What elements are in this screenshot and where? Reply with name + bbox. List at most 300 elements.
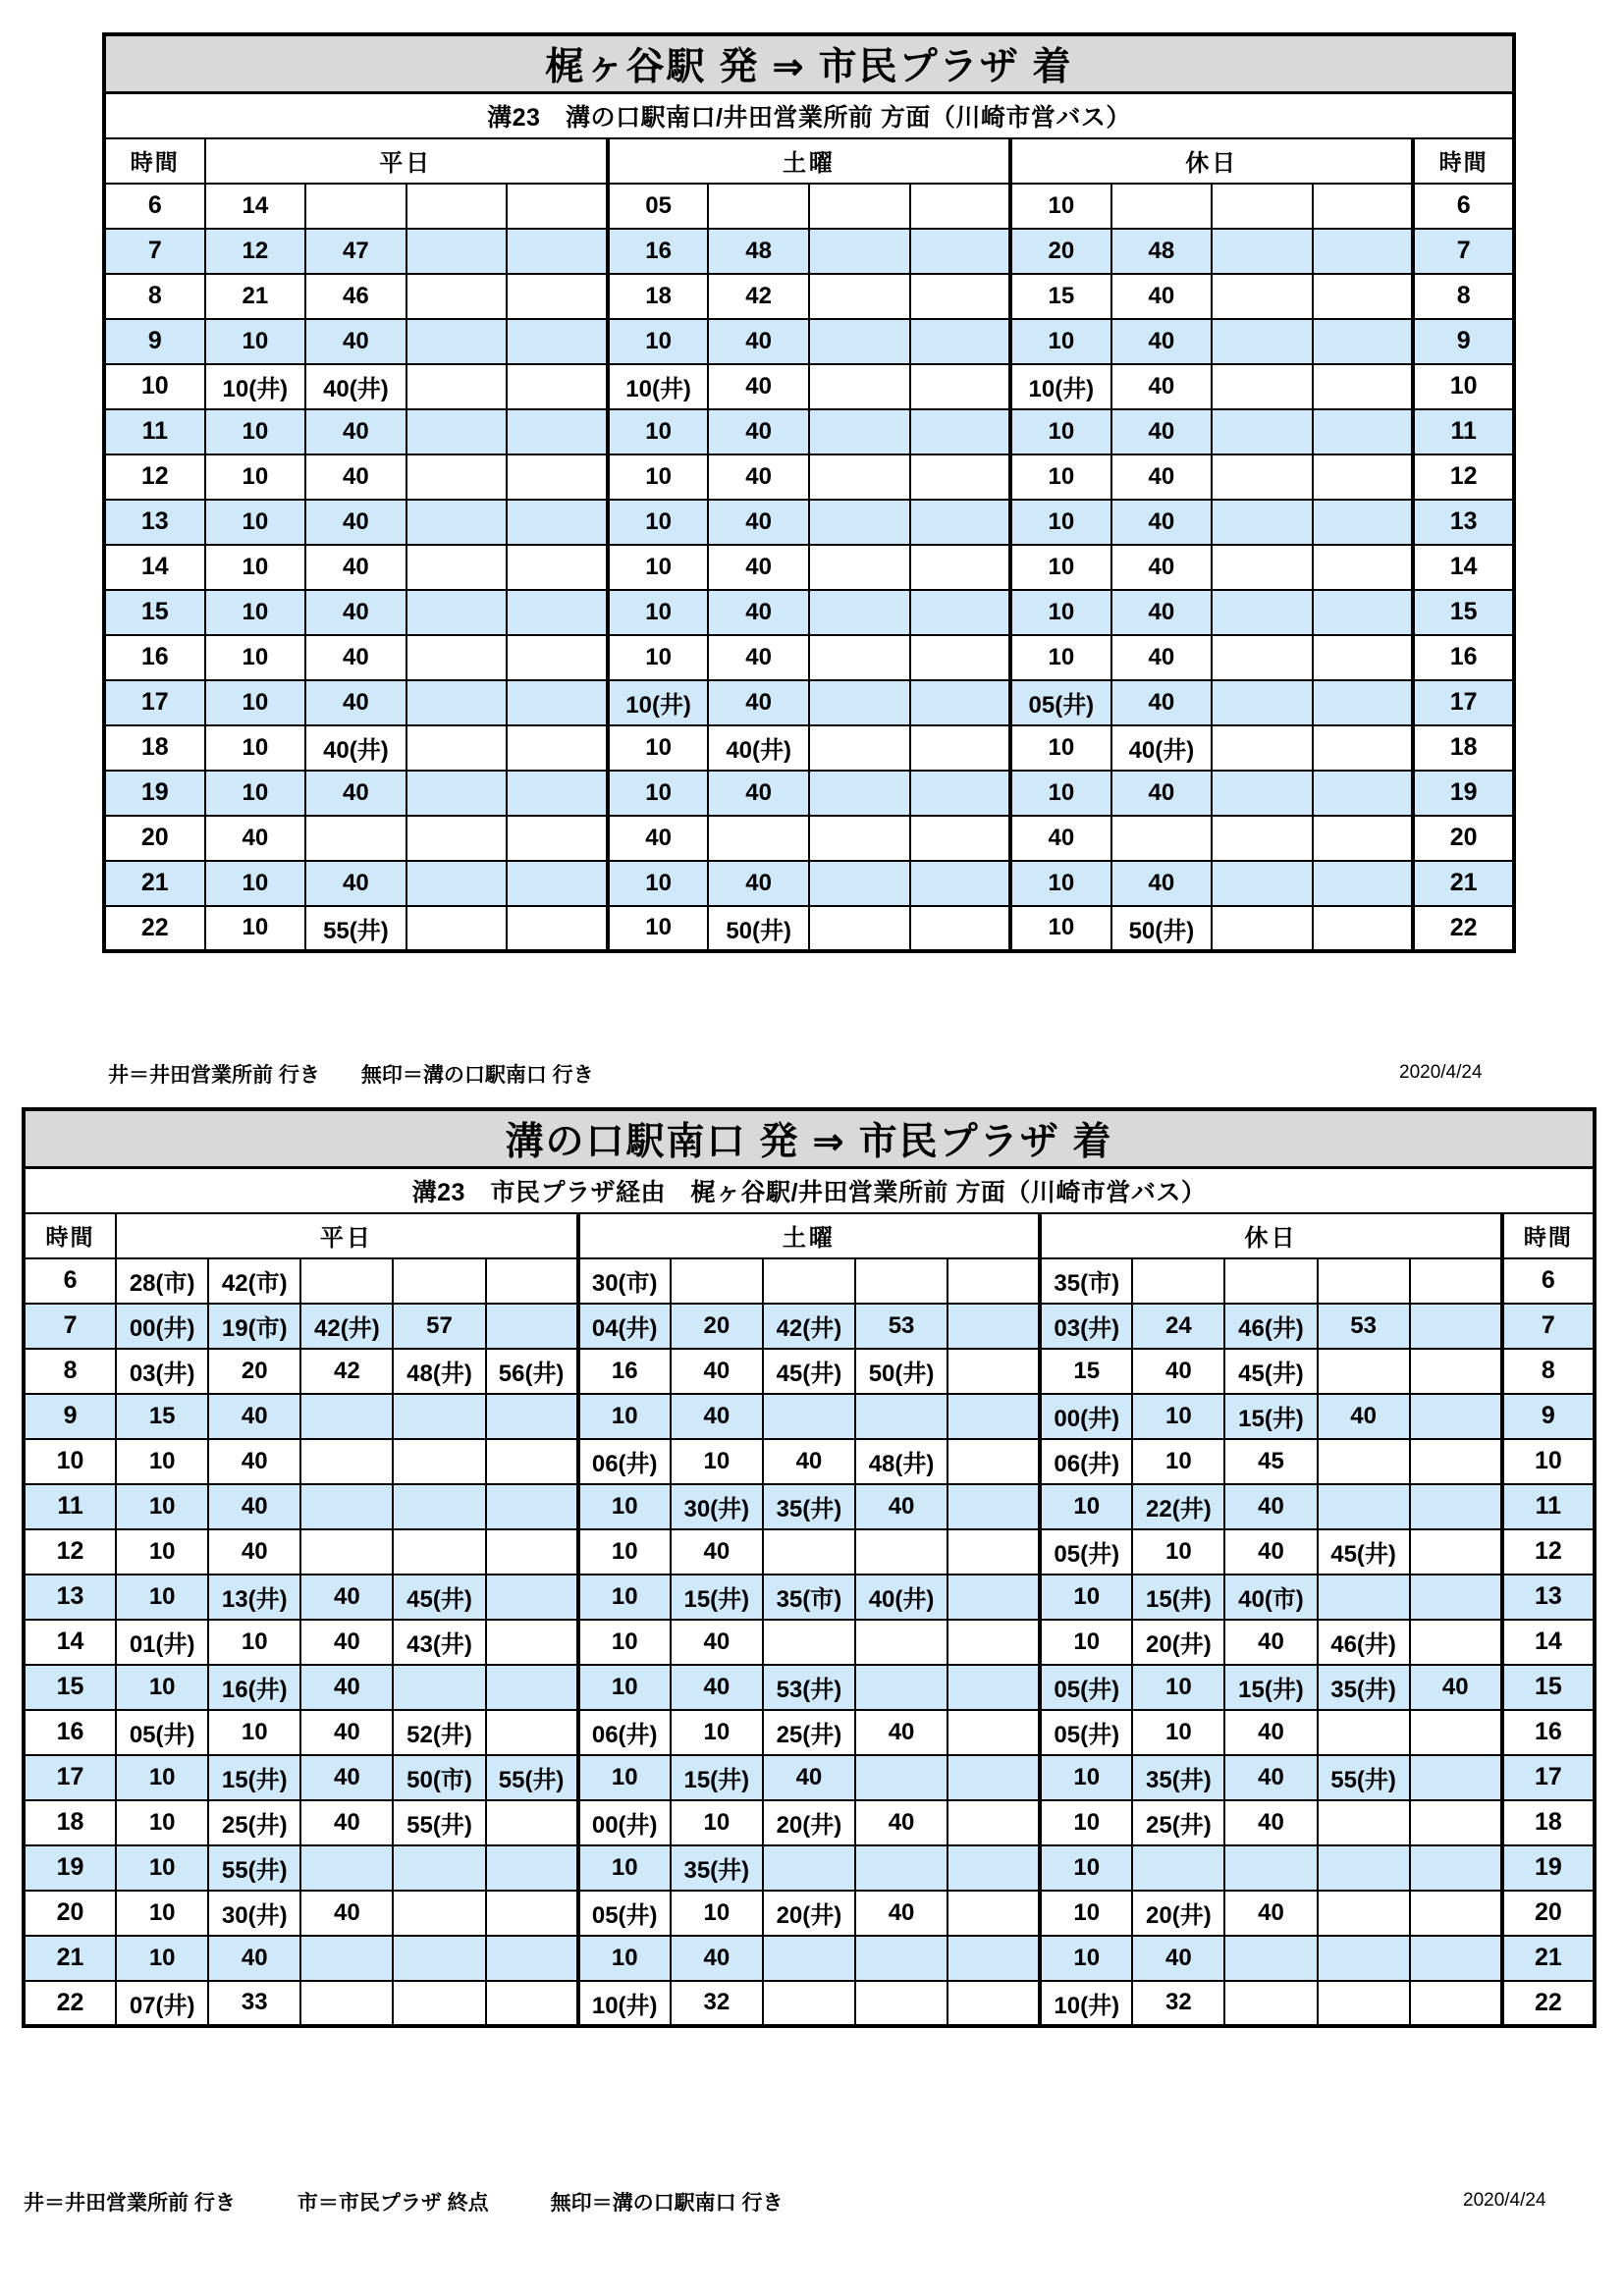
departure-cell-weekday xyxy=(305,816,406,861)
departure-cell-holiday: 10 xyxy=(1010,771,1111,816)
departure-cell-weekday: 14 xyxy=(205,184,306,229)
departure-cell-holiday: 10 xyxy=(1010,184,1111,229)
departure-cell-weekday: 03(井) xyxy=(116,1349,208,1394)
departure-cell-holiday: 40 xyxy=(1224,1529,1317,1575)
departure-cell-holiday: 40 xyxy=(1111,274,1213,319)
departure-cell-holiday: 15(井) xyxy=(1224,1665,1317,1710)
row-hour-left: 9 xyxy=(24,1394,116,1439)
header-day-weekday: 平日 xyxy=(205,138,608,184)
timetable-body-top xyxy=(104,184,1514,951)
departure-cell-holiday: 10 xyxy=(1132,1529,1224,1575)
departure-cell-saturday: 10 xyxy=(578,1529,671,1575)
departure-cell-saturday xyxy=(947,1258,1040,1304)
departure-cell-saturday xyxy=(947,1439,1040,1484)
departure-cell-holiday: 40 xyxy=(1111,861,1213,906)
departure-cell-saturday: 10 xyxy=(578,1484,671,1529)
departure-cell-saturday: 10 xyxy=(608,409,709,454)
departure-cell-weekday xyxy=(406,861,508,906)
departure-cell-holiday xyxy=(1212,364,1313,409)
departure-cell-holiday: 15(井) xyxy=(1224,1394,1317,1439)
departure-cell-weekday: 28(市) xyxy=(116,1258,208,1304)
departure-cell-saturday: 50(井) xyxy=(708,906,809,951)
departure-cell-weekday: 56(井) xyxy=(486,1349,578,1394)
departure-cell-weekday: 40 xyxy=(300,1575,393,1620)
departure-cell-weekday xyxy=(486,1575,578,1620)
departure-cell-holiday xyxy=(1410,1575,1502,1620)
departure-cell-holiday xyxy=(1313,590,1414,635)
departure-cell-saturday: 40 xyxy=(708,680,809,725)
departure-cell-holiday xyxy=(1318,1800,1410,1845)
departure-cell-holiday xyxy=(1410,1755,1502,1800)
departure-cell-saturday xyxy=(763,1258,855,1304)
departure-cell-weekday xyxy=(507,680,608,725)
departure-cell-holiday xyxy=(1212,274,1313,319)
table-row xyxy=(24,1800,1595,1845)
departure-cell-saturday xyxy=(855,1936,947,1981)
departure-cell-holiday xyxy=(1410,1304,1502,1349)
departure-cell-weekday xyxy=(300,1529,393,1575)
departure-cell-weekday xyxy=(486,1484,578,1529)
departure-cell-weekday xyxy=(507,635,608,680)
header-hour-right: 時間 xyxy=(1502,1213,1595,1258)
timetable-table-bottom xyxy=(22,1107,1597,2028)
row-hour-left: 8 xyxy=(24,1349,116,1394)
departure-cell-saturday xyxy=(809,725,910,771)
departure-cell-saturday: 40 xyxy=(671,1936,763,1981)
departure-cell-holiday xyxy=(1318,1936,1410,1981)
row-hour-left: 19 xyxy=(104,771,205,816)
row-hour-right: 17 xyxy=(1502,1755,1595,1800)
row-hour-left: 8 xyxy=(104,274,205,319)
departure-cell-weekday xyxy=(507,409,608,454)
row-hour-right: 16 xyxy=(1502,1710,1595,1755)
departure-cell-saturday xyxy=(910,274,1011,319)
row-hour-right: 22 xyxy=(1502,1981,1595,2026)
departure-cell-holiday xyxy=(1132,1845,1224,1891)
departure-cell-weekday: 10 xyxy=(205,861,306,906)
departure-cell-holiday xyxy=(1318,1439,1410,1484)
departure-cell-holiday xyxy=(1410,1845,1502,1891)
departure-cell-holiday: 10 xyxy=(1040,1936,1132,1981)
departure-cell-weekday xyxy=(507,500,608,545)
row-hour-right: 22 xyxy=(1413,906,1514,951)
departure-cell-saturday xyxy=(947,1665,1040,1710)
departure-cell-weekday xyxy=(486,1665,578,1710)
row-hour-right: 12 xyxy=(1502,1529,1595,1575)
departure-cell-saturday xyxy=(947,1710,1040,1755)
departure-cell-saturday: 16 xyxy=(608,229,709,274)
row-hour-right: 15 xyxy=(1502,1665,1595,1710)
departure-cell-holiday: 40 xyxy=(1224,1710,1317,1755)
departure-cell-holiday xyxy=(1313,771,1414,816)
departure-cell-weekday: 42(井) xyxy=(300,1304,393,1349)
row-hour-right: 12 xyxy=(1413,454,1514,500)
row-hour-right: 20 xyxy=(1413,816,1514,861)
departure-cell-saturday: 10 xyxy=(578,1936,671,1981)
departure-cell-saturday xyxy=(910,500,1011,545)
header-hour-left: 時間 xyxy=(104,138,205,184)
departure-cell-saturday xyxy=(809,454,910,500)
row-hour-left: 14 xyxy=(104,545,205,590)
departure-cell-weekday xyxy=(486,1981,578,2026)
departure-cell-holiday xyxy=(1410,1484,1502,1529)
departure-cell-holiday xyxy=(1212,861,1313,906)
departure-cell-saturday xyxy=(910,635,1011,680)
departure-cell-holiday: 24 xyxy=(1132,1304,1224,1349)
departure-cell-holiday xyxy=(1410,1394,1502,1439)
departure-cell-saturday: 42 xyxy=(708,274,809,319)
departure-cell-saturday xyxy=(763,1845,855,1891)
departure-cell-saturday xyxy=(763,1394,855,1439)
departure-cell-holiday: 20(井) xyxy=(1132,1620,1224,1665)
departure-cell-saturday: 48 xyxy=(708,229,809,274)
departure-cell-weekday: 42(市) xyxy=(208,1258,300,1304)
departure-cell-saturday: 10 xyxy=(608,319,709,364)
departure-cell-saturday: 40(井) xyxy=(855,1575,947,1620)
row-hour-left: 21 xyxy=(104,861,205,906)
departure-cell-holiday: 40 xyxy=(1111,364,1213,409)
departure-cell-weekday xyxy=(507,364,608,409)
departure-cell-weekday: 13(井) xyxy=(208,1575,300,1620)
departure-cell-holiday: 10(井) xyxy=(1040,1981,1132,2026)
departure-cell-saturday xyxy=(910,319,1011,364)
departure-cell-weekday: 19(市) xyxy=(208,1304,300,1349)
departure-cell-saturday xyxy=(947,1755,1040,1800)
departure-cell-holiday: 40 xyxy=(1111,409,1213,454)
departure-cell-weekday: 10 xyxy=(116,1936,208,1981)
departure-cell-holiday: 05(井) xyxy=(1040,1710,1132,1755)
table-row xyxy=(24,1620,1595,1665)
departure-cell-holiday xyxy=(1313,364,1414,409)
departure-cell-holiday: 10 xyxy=(1010,454,1111,500)
row-hour-left: 7 xyxy=(104,229,205,274)
title-row xyxy=(24,1109,1595,1168)
departure-cell-holiday: 40 xyxy=(1224,1800,1317,1845)
departure-cell-holiday: 45(井) xyxy=(1224,1349,1317,1394)
departure-cell-holiday: 40(井) xyxy=(1111,725,1213,771)
departure-cell-holiday xyxy=(1318,1845,1410,1891)
departure-cell-saturday: 10 xyxy=(578,1394,671,1439)
departure-cell-saturday xyxy=(809,274,910,319)
departure-cell-weekday: 10 xyxy=(205,590,306,635)
departure-cell-saturday xyxy=(910,680,1011,725)
departure-cell-holiday: 40 xyxy=(1111,319,1213,364)
departure-cell-saturday: 10 xyxy=(608,635,709,680)
departure-cell-saturday: 10 xyxy=(608,861,709,906)
subtitle-row xyxy=(104,93,1514,138)
table-title: 溝の口駅南口 発 ⇒ 市民プラザ 着 xyxy=(24,1109,1595,1168)
departure-cell-saturday: 00(井) xyxy=(578,1800,671,1845)
departure-cell-saturday xyxy=(910,816,1011,861)
departure-cell-weekday: 40 xyxy=(208,1936,300,1981)
departure-cell-holiday: 10(井) xyxy=(1010,364,1111,409)
departure-cell-saturday: 10 xyxy=(608,725,709,771)
departure-cell-weekday xyxy=(486,1800,578,1845)
departure-cell-weekday: 10 xyxy=(205,319,306,364)
departure-cell-saturday: 40 xyxy=(671,1529,763,1575)
table-row xyxy=(104,319,1514,364)
departure-cell-holiday: 10 xyxy=(1010,500,1111,545)
departure-cell-saturday xyxy=(855,1394,947,1439)
departure-cell-holiday xyxy=(1410,1800,1502,1845)
departure-cell-saturday: 40 xyxy=(671,1620,763,1665)
departure-cell-weekday xyxy=(393,1665,485,1710)
departure-cell-weekday: 40 xyxy=(305,545,406,590)
departure-cell-saturday xyxy=(947,1304,1040,1349)
table-row xyxy=(104,635,1514,680)
departure-cell-weekday xyxy=(507,906,608,951)
row-hour-right: 17 xyxy=(1413,680,1514,725)
departure-cell-weekday xyxy=(406,816,508,861)
departure-cell-weekday: 40 xyxy=(208,1529,300,1575)
departure-cell-weekday xyxy=(486,1394,578,1439)
departure-cell-holiday xyxy=(1313,545,1414,590)
departure-cell-holiday: 10 xyxy=(1010,861,1111,906)
departure-cell-holiday xyxy=(1212,906,1313,951)
departure-cell-holiday xyxy=(1313,454,1414,500)
departure-cell-weekday: 40 xyxy=(305,409,406,454)
departure-cell-saturday: 40 xyxy=(708,635,809,680)
departure-cell-holiday: 10 xyxy=(1010,725,1111,771)
table-row xyxy=(24,1845,1595,1891)
departure-cell-saturday: 04(井) xyxy=(578,1304,671,1349)
departure-cell-holiday xyxy=(1318,1981,1410,2026)
departure-cell-weekday: 10 xyxy=(116,1575,208,1620)
departure-cell-saturday xyxy=(809,861,910,906)
departure-cell-holiday: 46(井) xyxy=(1224,1304,1317,1349)
departure-cell-holiday: 40 xyxy=(1010,816,1111,861)
departure-cell-saturday: 25(井) xyxy=(763,1710,855,1755)
title-row xyxy=(104,34,1514,93)
table-row xyxy=(104,409,1514,454)
departure-cell-holiday xyxy=(1410,1258,1502,1304)
row-hour-right: 18 xyxy=(1502,1800,1595,1845)
departure-cell-holiday xyxy=(1313,906,1414,951)
departure-cell-weekday: 55(井) xyxy=(486,1755,578,1800)
table-row xyxy=(24,1575,1595,1620)
table-row xyxy=(24,1891,1595,1936)
departure-cell-saturday: 40 xyxy=(855,1891,947,1936)
departure-cell-weekday: 10 xyxy=(208,1710,300,1755)
departure-cell-weekday xyxy=(507,771,608,816)
row-hour-right: 18 xyxy=(1413,725,1514,771)
departure-cell-holiday: 22(井) xyxy=(1132,1484,1224,1529)
departure-cell-saturday: 40 xyxy=(671,1349,763,1394)
departure-cell-weekday: 16(井) xyxy=(208,1665,300,1710)
departure-cell-holiday xyxy=(1313,635,1414,680)
departure-cell-holiday: 50(井) xyxy=(1111,906,1213,951)
departure-cell-holiday xyxy=(1212,680,1313,725)
row-hour-right: 9 xyxy=(1502,1394,1595,1439)
departure-cell-weekday: 40 xyxy=(300,1620,393,1665)
departure-cell-weekday: 10 xyxy=(116,1484,208,1529)
departure-cell-weekday xyxy=(393,1439,485,1484)
departure-cell-weekday: 57 xyxy=(393,1304,485,1349)
departure-cell-saturday xyxy=(855,1620,947,1665)
departure-cell-saturday: 10 xyxy=(578,1845,671,1891)
row-hour-left: 11 xyxy=(24,1484,116,1529)
departure-cell-saturday xyxy=(910,409,1011,454)
table-row xyxy=(104,906,1514,951)
departure-cell-holiday xyxy=(1410,1936,1502,1981)
departure-cell-saturday xyxy=(947,1529,1040,1575)
departure-cell-saturday xyxy=(809,906,910,951)
departure-cell-weekday: 20 xyxy=(208,1349,300,1394)
departure-cell-saturday: 45(井) xyxy=(763,1349,855,1394)
departure-cell-weekday xyxy=(406,500,508,545)
departure-cell-saturday: 30(市) xyxy=(578,1258,671,1304)
departure-cell-holiday: 40 xyxy=(1224,1755,1317,1800)
departure-cell-holiday: 45 xyxy=(1224,1439,1317,1484)
departure-cell-holiday: 06(井) xyxy=(1040,1439,1132,1484)
departure-cell-saturday xyxy=(809,680,910,725)
row-hour-right: 14 xyxy=(1502,1620,1595,1665)
departure-cell-holiday: 10 xyxy=(1040,1620,1132,1665)
departure-cell-holiday xyxy=(1318,1710,1410,1755)
row-hour-right: 16 xyxy=(1413,635,1514,680)
departure-cell-saturday: 53(井) xyxy=(763,1665,855,1710)
table-row xyxy=(104,274,1514,319)
table-row xyxy=(24,1755,1595,1800)
departure-cell-holiday xyxy=(1313,319,1414,364)
departure-cell-weekday: 46 xyxy=(305,274,406,319)
departure-cell-weekday: 42 xyxy=(300,1349,393,1394)
departure-cell-saturday xyxy=(708,816,809,861)
departure-cell-saturday: 30(井) xyxy=(671,1484,763,1529)
departure-cell-weekday xyxy=(406,590,508,635)
departure-cell-holiday: 05(井) xyxy=(1040,1529,1132,1575)
departure-cell-weekday: 52(井) xyxy=(393,1710,485,1755)
departure-cell-holiday: 10 xyxy=(1040,1484,1132,1529)
departure-cell-weekday xyxy=(406,680,508,725)
departure-cell-weekday: 30(井) xyxy=(208,1891,300,1936)
departure-cell-saturday xyxy=(809,229,910,274)
departure-cell-holiday: 40(市) xyxy=(1224,1575,1317,1620)
departure-cell-weekday xyxy=(305,184,406,229)
departure-cell-weekday: 40 xyxy=(300,1891,393,1936)
departure-cell-holiday: 40 xyxy=(1111,500,1213,545)
departure-cell-holiday: 40 xyxy=(1318,1394,1410,1439)
departure-cell-holiday xyxy=(1224,1936,1317,1981)
departure-cell-holiday: 40 xyxy=(1111,680,1213,725)
departure-cell-holiday: 40 xyxy=(1224,1620,1317,1665)
departure-cell-holiday xyxy=(1313,500,1414,545)
row-hour-right: 14 xyxy=(1413,545,1514,590)
departure-cell-holiday xyxy=(1313,409,1414,454)
table-row xyxy=(24,1304,1595,1349)
departure-cell-saturday xyxy=(910,545,1011,590)
departure-cell-weekday xyxy=(486,1439,578,1484)
departure-cell-weekday: 15 xyxy=(116,1394,208,1439)
departure-cell-saturday: 20 xyxy=(671,1304,763,1349)
departure-cell-weekday xyxy=(406,229,508,274)
departure-cell-weekday xyxy=(300,1439,393,1484)
departure-cell-saturday: 40 xyxy=(708,771,809,816)
departure-cell-weekday: 40 xyxy=(305,590,406,635)
departure-cell-saturday: 32 xyxy=(671,1981,763,2026)
departure-cell-saturday: 10(井) xyxy=(608,680,709,725)
departure-cell-holiday xyxy=(1212,771,1313,816)
departure-cell-weekday xyxy=(486,1845,578,1891)
departure-cell-weekday xyxy=(486,1891,578,1936)
departure-cell-holiday: 40 xyxy=(1410,1665,1502,1710)
table-row xyxy=(104,680,1514,725)
departure-cell-saturday: 40 xyxy=(763,1439,855,1484)
departure-cell-saturday xyxy=(708,184,809,229)
departure-cell-holiday xyxy=(1410,1710,1502,1755)
departure-cell-saturday xyxy=(947,1575,1040,1620)
row-hour-left: 11 xyxy=(104,409,205,454)
row-hour-right: 8 xyxy=(1413,274,1514,319)
departure-cell-weekday: 10 xyxy=(205,545,306,590)
row-hour-right: 7 xyxy=(1502,1304,1595,1349)
departure-cell-holiday xyxy=(1212,590,1313,635)
header-day-holiday: 休日 xyxy=(1010,138,1413,184)
departure-cell-saturday: 10(井) xyxy=(608,364,709,409)
departure-cell-holiday: 00(井) xyxy=(1040,1394,1132,1439)
departure-cell-saturday: 53 xyxy=(855,1304,947,1349)
row-hour-right: 11 xyxy=(1502,1484,1595,1529)
row-hour-left: 18 xyxy=(24,1800,116,1845)
departure-cell-holiday: 40 xyxy=(1132,1349,1224,1394)
departure-cell-holiday: 10 xyxy=(1040,1800,1132,1845)
departure-cell-saturday: 10 xyxy=(671,1800,763,1845)
departure-cell-holiday: 10 xyxy=(1010,319,1111,364)
departure-cell-saturday xyxy=(809,500,910,545)
row-hour-left: 19 xyxy=(24,1845,116,1891)
departure-cell-holiday xyxy=(1318,1891,1410,1936)
departure-cell-holiday xyxy=(1212,500,1313,545)
row-hour-left: 20 xyxy=(104,816,205,861)
table-row xyxy=(24,1936,1595,1981)
row-hour-right: 15 xyxy=(1413,590,1514,635)
table-row xyxy=(104,590,1514,635)
departure-cell-saturday xyxy=(910,725,1011,771)
departure-cell-saturday xyxy=(855,1755,947,1800)
departure-cell-saturday: 10 xyxy=(608,590,709,635)
departure-cell-saturday xyxy=(947,1936,1040,1981)
departure-cell-saturday xyxy=(809,545,910,590)
departure-cell-weekday xyxy=(507,184,608,229)
departure-cell-saturday: 10 xyxy=(608,906,709,951)
departure-cell-weekday: 10 xyxy=(205,500,306,545)
departure-cell-holiday xyxy=(1313,184,1414,229)
departure-cell-holiday xyxy=(1318,1575,1410,1620)
departure-cell-weekday xyxy=(507,454,608,500)
header-day-weekday: 平日 xyxy=(116,1213,578,1258)
row-hour-right: 7 xyxy=(1413,229,1514,274)
column-header-row xyxy=(24,1213,1595,1258)
departure-cell-weekday xyxy=(393,1484,485,1529)
departure-cell-weekday: 55(井) xyxy=(305,906,406,951)
departure-cell-holiday xyxy=(1111,816,1213,861)
departure-cell-saturday xyxy=(910,364,1011,409)
departure-cell-weekday xyxy=(507,861,608,906)
departure-cell-saturday: 40 xyxy=(708,861,809,906)
departure-cell-holiday: 48 xyxy=(1111,229,1213,274)
table-row xyxy=(24,1710,1595,1755)
departure-cell-saturday xyxy=(809,635,910,680)
departure-cell-holiday xyxy=(1212,635,1313,680)
departure-cell-weekday: 10 xyxy=(205,725,306,771)
departure-cell-weekday: 40 xyxy=(208,1439,300,1484)
departure-cell-weekday xyxy=(406,545,508,590)
departure-cell-saturday xyxy=(947,1981,1040,2026)
departure-cell-weekday xyxy=(486,1258,578,1304)
departure-cell-holiday: 10 xyxy=(1040,1845,1132,1891)
departure-cell-weekday: 40 xyxy=(300,1755,393,1800)
departure-cell-saturday: 40 xyxy=(708,319,809,364)
